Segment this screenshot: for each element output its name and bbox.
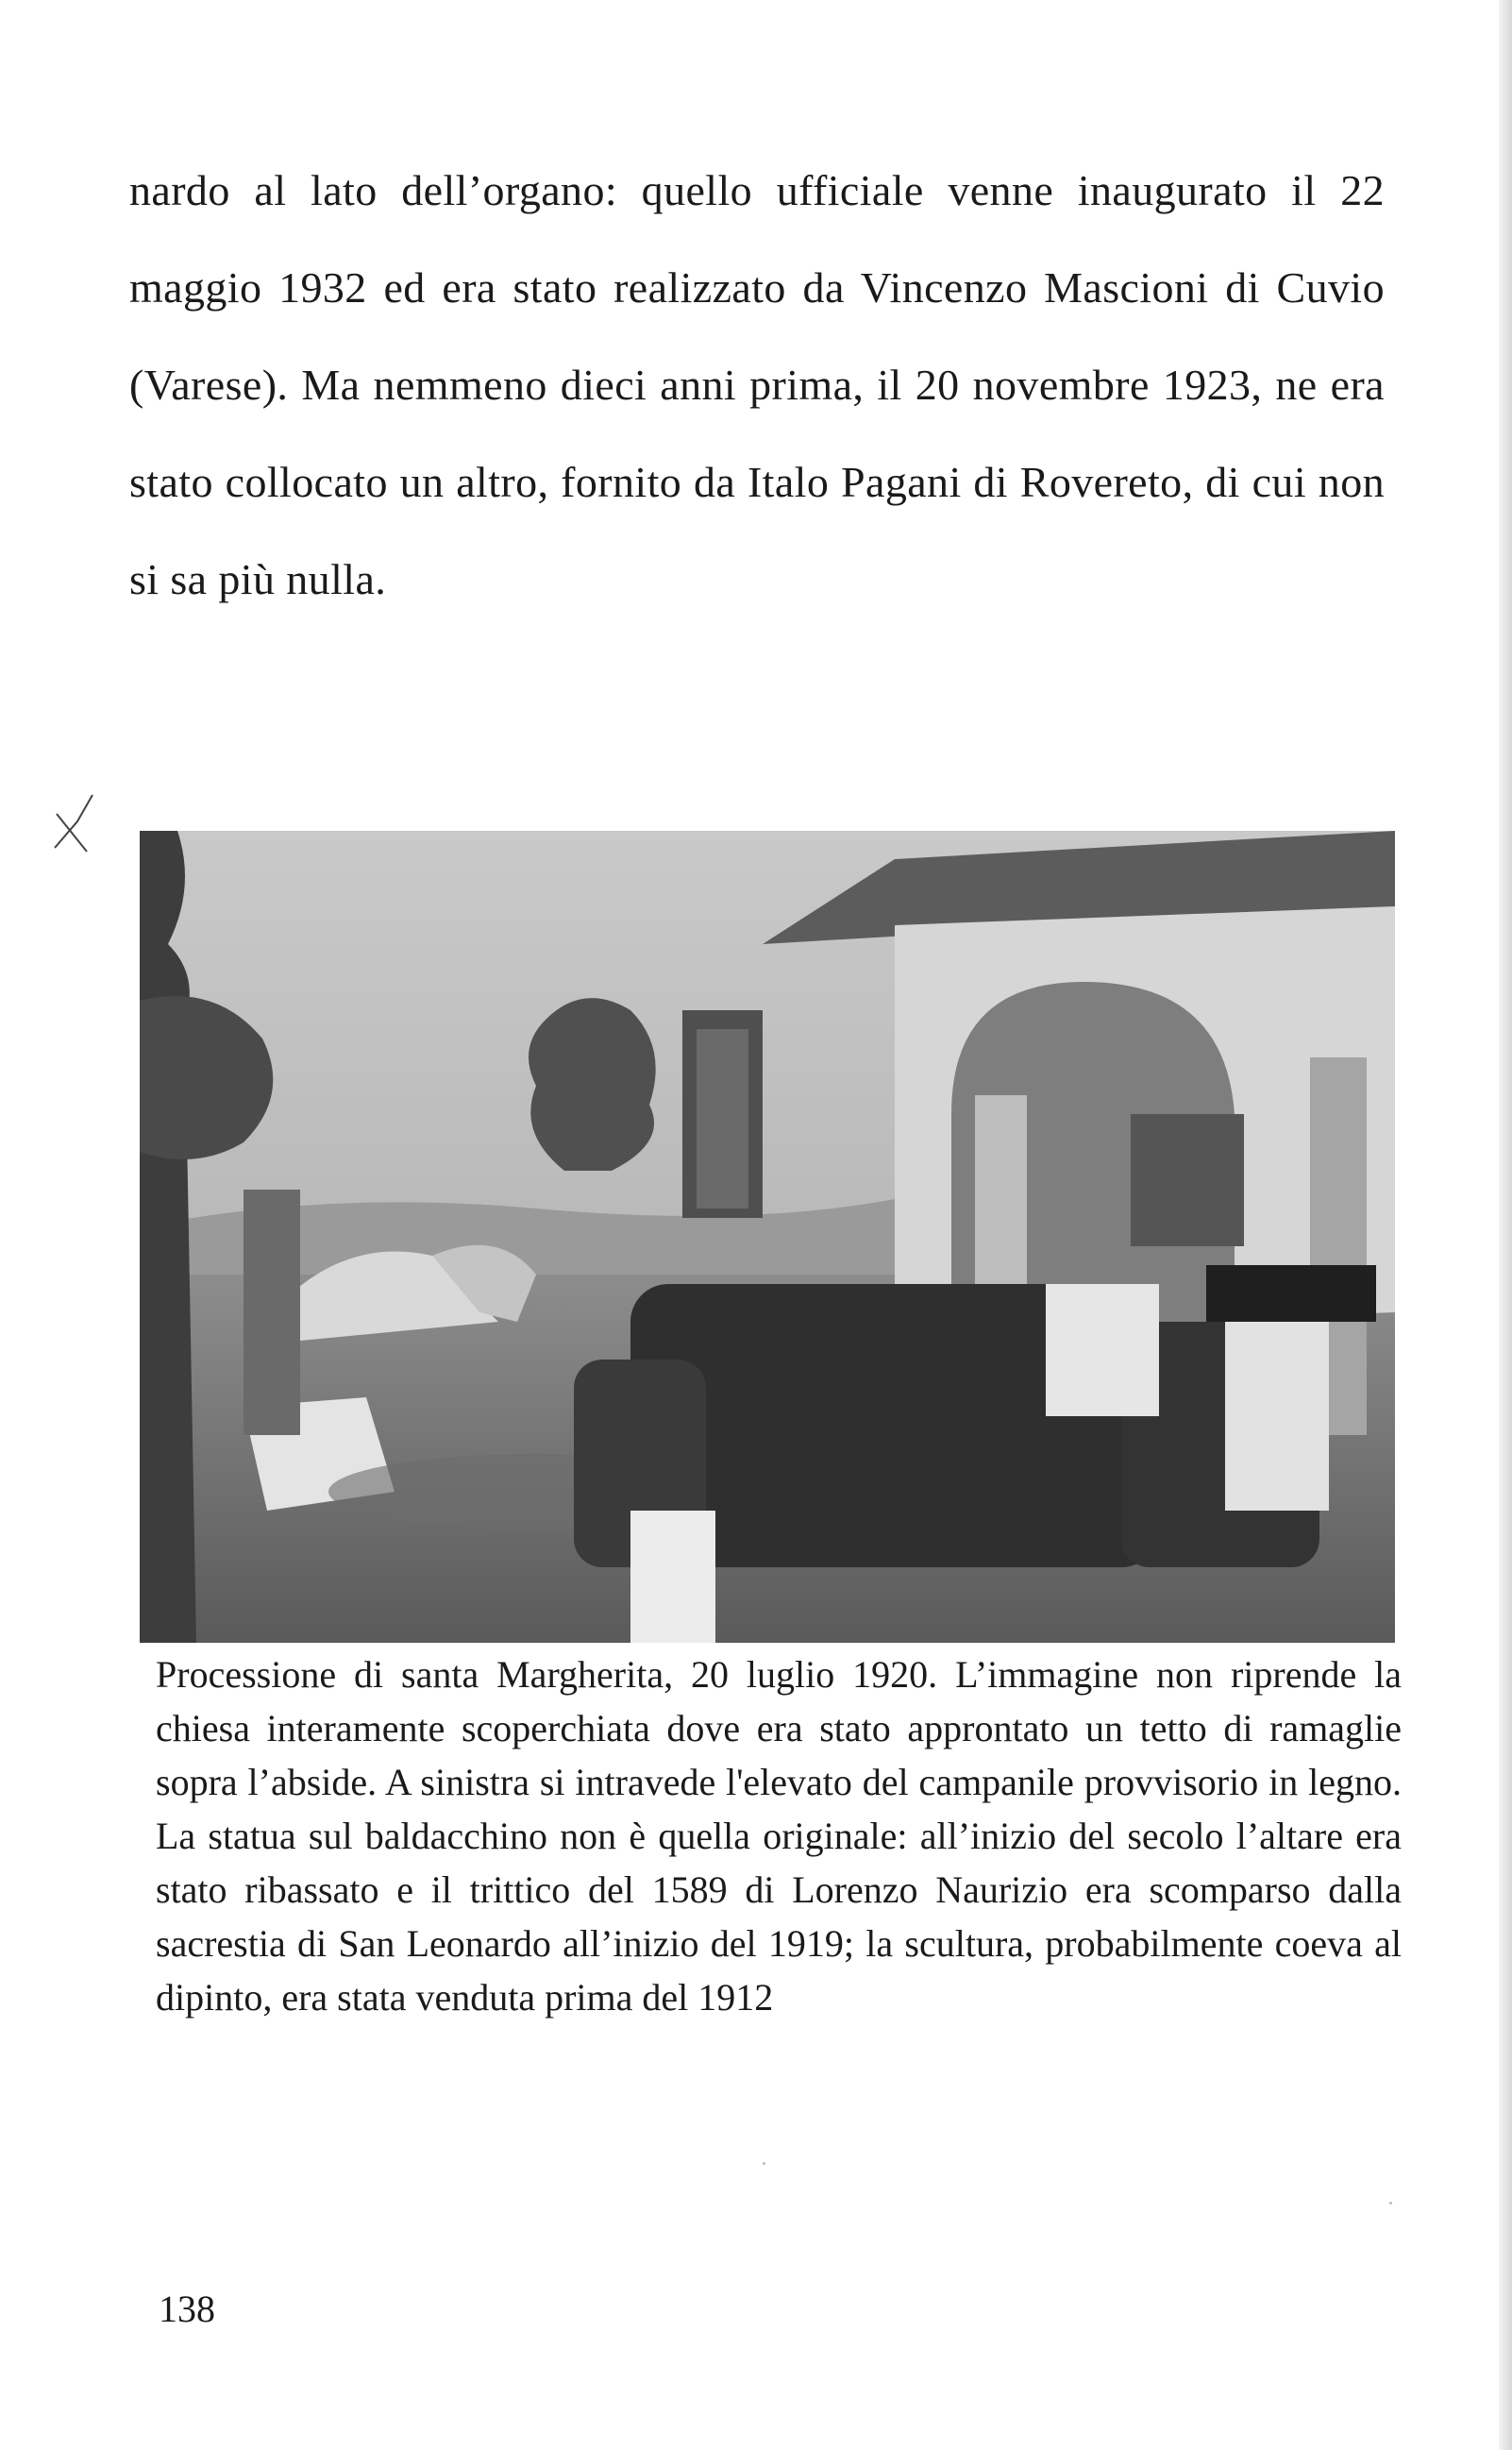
margin-pencil-mark (49, 793, 96, 859)
page-edge-shadow (1499, 0, 1512, 2450)
scan-speck (763, 2162, 765, 2165)
page-number: 138 (159, 2288, 215, 2330)
body-text (129, 142, 1385, 628)
scan-speck (1389, 2202, 1392, 2205)
caption-text: Processione di santa Margherita, 20 luglio 1920. L’immagine non riprende la chiesa interamente scoperchiata dove era stato approntato un tetto di ramaglie sopra l’abside. A sinistra si intravede l'elevato del campanile provvisorio in legno. La statua sul baldacchino non è quella originale: all’inizio del secolo l’altare era stato ribassato e il trittico del 1589 di Lorenzo Naurizio era scomparso dalla sacrestia di San Leonardo all’inizio del 1919; la scultura, probabilmente coeva al dipinto, era stata venduta prima del 1912 (156, 1653, 1402, 2019)
body-paragraph: nardo al lato dell’organo: quello ufficiale venne inaugurato il 22 maggio 1932 ed era stato realizzato da Vincenzo Mascioni di Cuvio (Varese). Ma nemmeno dieci anni prima, il 20 novembre 1923, ne era stato collocato un altro, fornito da Italo Pagani di Rovereto, di cui non si sa più nulla. (129, 166, 1385, 603)
procession-photograph (140, 831, 1395, 1643)
photo-caption (156, 1647, 1402, 2024)
